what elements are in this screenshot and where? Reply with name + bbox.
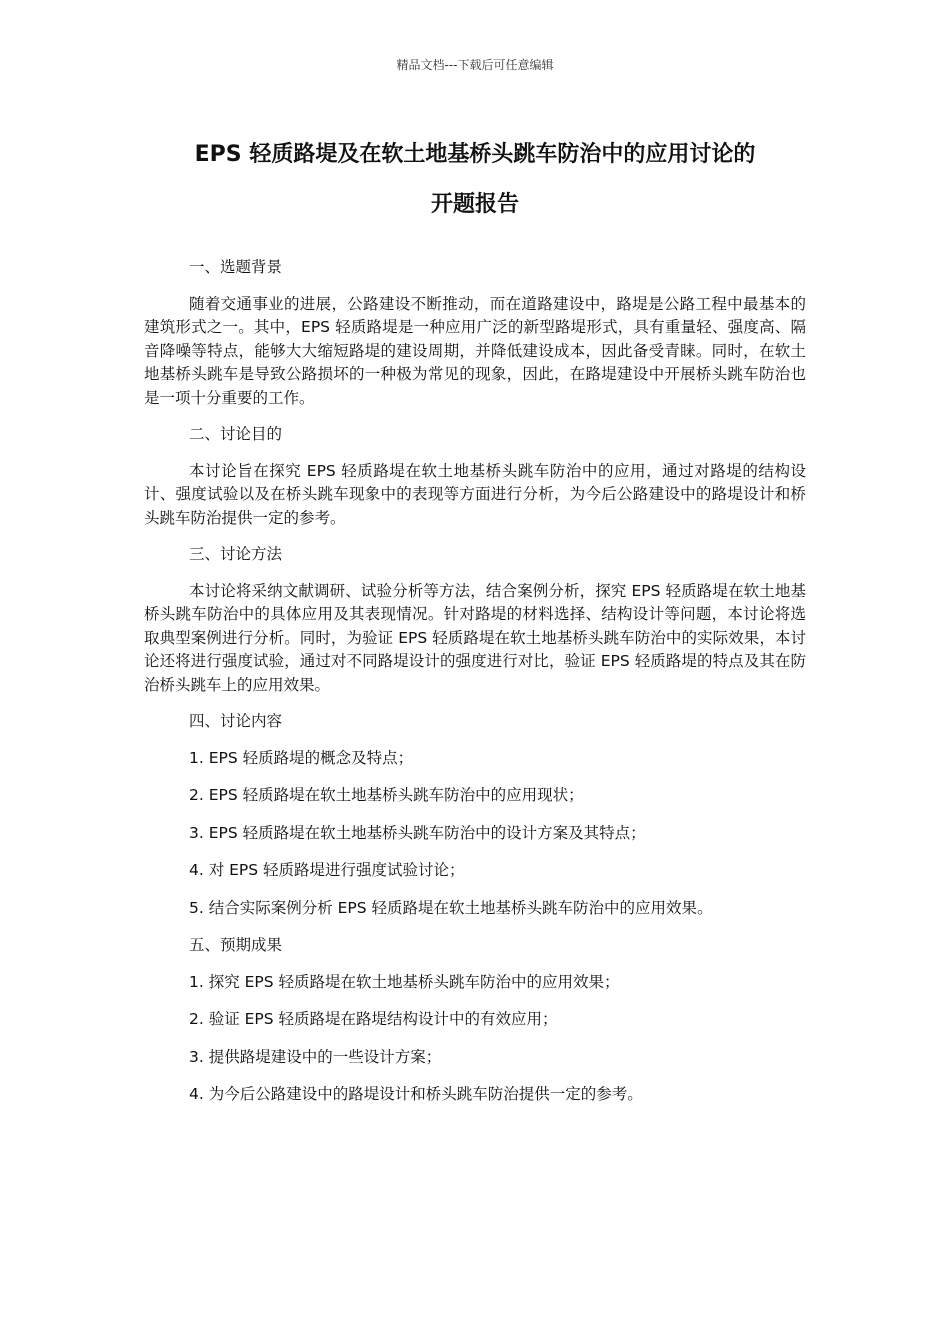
document-title	[140, 130, 810, 230]
content-list-item: 2. EPS 轻质路堤在软土地基桥头跳车防治中的应用现状；	[189, 786, 584, 804]
background-paragraph: 随着交通事业的进展，公路建设不断推动，而在道路建设中，路堤是公路工程中最基本的建筑形式之一。其中，EPS 轻质路堤是一种应用广泛的新型路堤形式，具有重量轻、强度高、隔音降噪等特点，能够大大缩短路堤的建设周期，并降低建设成本，因此备受青睐。同时，在软土地基桥头跳车是导致公路损坏的一种极为常见的现象，因此，在路堤建设中开展桥头跳车防治也是一项十分重要的工作。	[144, 294, 806, 407]
page-header-note: 精品文档---下载后可任意编辑	[396, 58, 554, 72]
section-heading-background: 一、选题背景	[189, 258, 283, 276]
results-list-item: 3. 提供路堤建设中的一些设计方案；	[189, 1047, 442, 1066]
section-heading-content: 四、讨论内容	[189, 712, 283, 730]
results-list-item: 2. 验证 EPS 轻质路堤在路堤结构设计中的有效应用；	[189, 1010, 558, 1028]
title-line-1: EPS 轻质路堤及在软土地基桥头跳车防治中的应用讨论的	[194, 142, 756, 167]
content-list-item: 1. EPS 轻质路堤的概念及特点；	[189, 748, 414, 767]
results-list-item: 4. 为今后公路建设中的路堤设计和桥头跳车防治提供一定的参考。	[189, 1085, 643, 1103]
content-list-item: 5. 结合实际案例分析 EPS 轻质路堤在软土地基桥头跳车防治中的应用效果。	[189, 898, 713, 917]
results-list-item: 1. 探究 EPS 轻质路堤在软土地基桥头跳车防治中的应用效果；	[189, 972, 620, 991]
section-heading-results: 五、预期成果	[189, 936, 283, 954]
section-heading-method: 三、讨论方法	[189, 545, 283, 563]
method-paragraph: 本讨论将采纳文献调研、试验分析等方法，结合案例分析，探究 EPS 轻质路堤在软土地基桥头跳车防治中的具体应用及其表现情况。针对路堤的材料选择、结构设计等问题，本讨论将选取典型案例进行分析。同时，为验证 EPS 轻质路堤在软土地基桥头跳车防治中的实际效果，本讨论还将进行强度试验，通过对不同路堤设计的强度进行对比，验证 EPS 轻质路堤的特点及其在防治桥头跳车上的应用效果。	[144, 581, 806, 694]
content-list-item: 4. 对 EPS 轻质路堤进行强度试验讨论；	[189, 861, 465, 879]
document-body	[144, 256, 806, 1121]
content-list-item: 3. EPS 轻质路堤在软土地基桥头跳车防治中的设计方案及其特点；	[189, 823, 646, 842]
title-line-2: 开题报告	[430, 192, 519, 217]
purpose-paragraph: 本讨论旨在探究 EPS 轻质路堤在软土地基桥头跳车防治中的应用，通过对路堤的结构设计、强度试验以及在桥头跳车现象中的表现等方面进行分析，为今后公路建设中的路堤设计和桥头跳车防治提供一定的参考。	[144, 461, 806, 527]
section-heading-purpose: 二、讨论目的	[189, 425, 283, 443]
